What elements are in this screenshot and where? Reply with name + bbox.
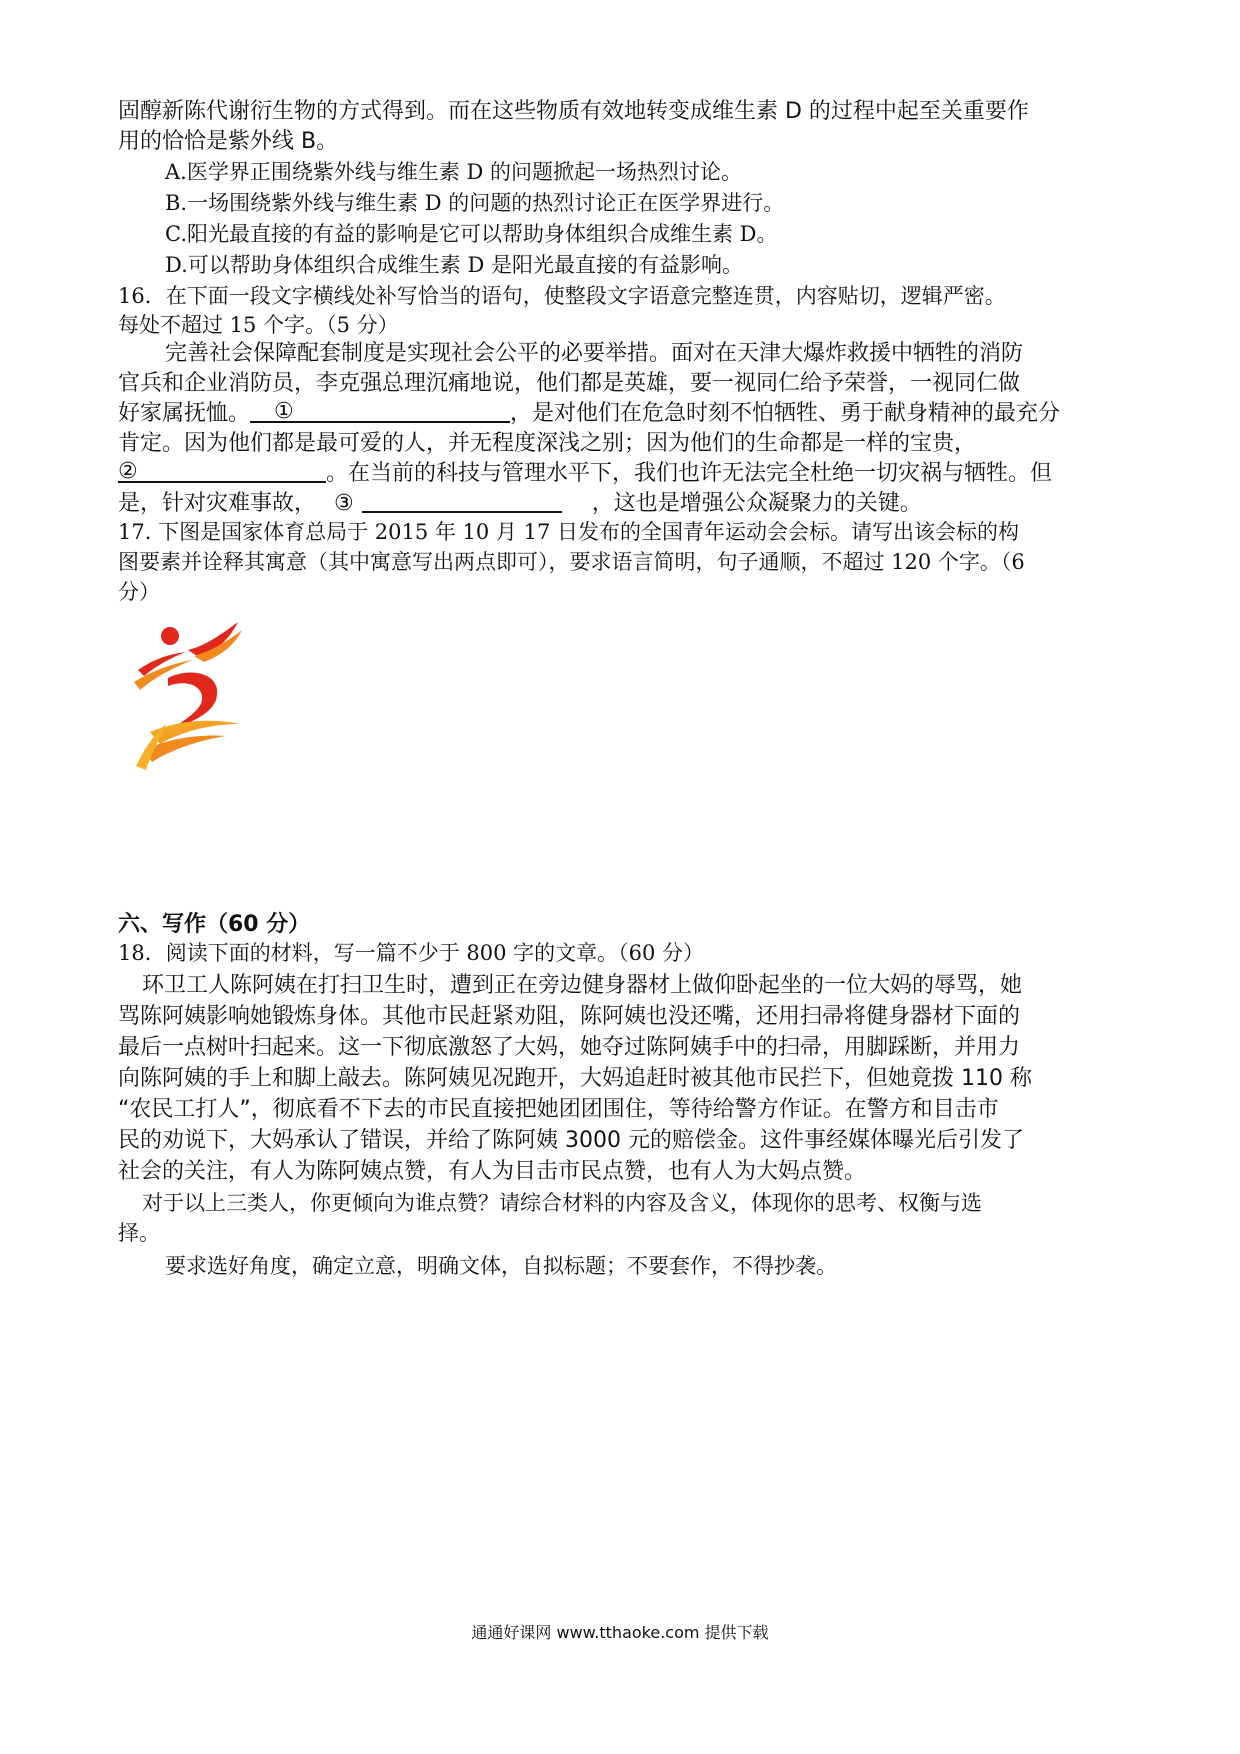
q15-option-c: C.阳光最直接的有益的影响是它可以帮助身体组织合成维生素 D。	[165, 222, 778, 246]
q15-option-a: A.医学界正围绕紫外线与维生素 D 的问题掀起一场热烈讨论。	[165, 160, 743, 184]
material-line-2: 骂陈阿姨影响她锻炼身体。其他市民赶紧劝阻，陈阿姨也没还嘴，还用扫帚将健身器材下面的	[118, 1004, 1021, 1029]
blank-3-field[interactable]	[362, 489, 562, 513]
q16-prompt-line-1: 16．在下面一段文字横线处补写恰当的语句，使整段文字语意完整连贯，内容贴切，逻辑严密。	[118, 284, 1006, 308]
q16-passage-line-6-start: 是，针对灾难事故，	[118, 491, 317, 516]
writing-requirements: 要求选好角度，确定立意，明确文体，自拟标题；不要套作，不得抄袭。	[165, 1254, 837, 1278]
question-line-2: 择。	[118, 1221, 160, 1245]
material-line-1: 环卫工人陈阿姨在打扫卫生时，遭到正在旁边健身器材上做仰卧起坐的一位大妈的辱骂，她	[142, 973, 1023, 998]
section-6-heading: 六、写作（60 分）	[118, 912, 311, 937]
q17-prompt-line-3: 分）	[118, 580, 160, 604]
q16-passage-line-4: 肯定。因为他们都是最可爱的人，并无程度深浅之别；因为他们的生命都是一样的宝贵，	[118, 431, 977, 456]
q16-passage-line-2: 官兵和企业消防员，李克强总理沉痛地说，他们都是英雄，要一视同仁给予荣誉，一视同仁做	[118, 371, 1021, 396]
material-line-4: 向陈阿姨的手上和脚上敲去。陈阿姨见况跑开，大妈追赶时被其他市民拦下，但她竟拨 110 称	[118, 1066, 1032, 1091]
blank-1-marker: ①	[274, 399, 294, 424]
footer-source: 通通好课网 www.tthaoke.com 提供下载	[471, 1623, 769, 1642]
question-line-1: 对于以上三类人，你更倾向为谁点赞？请综合材料的内容及含义，体现你的思考、权衡与选	[142, 1191, 982, 1215]
q16-passage-line-6-end: ，这也是增强公众凝聚力的关键。	[591, 491, 922, 516]
blank-2-field[interactable]	[118, 459, 326, 483]
material-line-3: 最后一点树叶扫起来。这一下彻底激怒了大妈，她夺过陈阿姨手中的扫帚，用脚踩断，并用力	[118, 1035, 1021, 1060]
q16-prompt-line-2: 每处不超过 15 个字。（5 分）	[118, 313, 399, 337]
q18-prompt: 18．阅读下面的材料，写一篇不少于 800 字的文章。（60 分）	[118, 941, 705, 965]
blank-1-field[interactable]	[250, 399, 510, 423]
q17-prompt-line-1: 17. 下图是国家体育总局于 2015 年 10 月 17 日发布的全国青年运动会会标。请写出该会标的构	[118, 520, 1020, 544]
q15-option-b: B.一场围绕紫外线与维生素 D 的问题的热烈讨论正在医学界进行。	[165, 191, 785, 215]
q16-passage-line-6	[118, 486, 922, 517]
q16-passage-line-5	[118, 456, 1052, 487]
q15-text-line-2: 用的恰恰是紫外线 B。	[118, 129, 339, 154]
q17-prompt-line-2: 图要素并诠释其寓意（其中寓意写出两点即可），要求语言简明，句子通顺，不超过 120 个字。（6	[118, 550, 1025, 574]
blank-3-marker: ③	[334, 491, 354, 516]
q16-passage-line-5-end: 。在当前的科技与管理水平下，我们也许无法完全杜绝一切灾祸与牺牲。但	[326, 461, 1053, 486]
q16-passage-line-1: 完善社会保障配套制度是实现社会公平的必要举措。面对在天津大爆炸救援中牺牲的消防	[165, 341, 1024, 366]
material-line-6: 民的劝说下，大妈承认了错误，并给了陈阿姨 3000 元的赔偿金。这件事经媒体曝光后引发了	[118, 1128, 1024, 1153]
youth-games-emblem-icon	[130, 620, 250, 770]
q15-text-line-1: 固醇新陈代谢衍生物的方式得到。而在这些物质有效地转变成维生素 D 的过程中起至关重要作	[118, 99, 1029, 124]
q16-passage-line-3-start: 好家属抚恤。	[118, 401, 251, 426]
blank-2-marker: ②	[118, 459, 138, 484]
q16-passage-line-3	[118, 396, 1060, 427]
q15-option-d: D.可以帮助身体组织合成维生素 D 是阳光最直接的有益影响。	[165, 253, 743, 277]
material-line-7: 社会的关注，有人为陈阿姨点赞，有人为目击市民点赞，也有人为大妈点赞。	[118, 1159, 867, 1184]
q16-passage-line-3-end: ，是对他们在危急时刻不怕牺牲、勇于献身精神的最充分	[510, 401, 1061, 426]
material-line-5: “农民工打人”，彻底看不下去的市民直接把她团团围住，等待给警方作证。在警方和目击市	[118, 1097, 999, 1122]
